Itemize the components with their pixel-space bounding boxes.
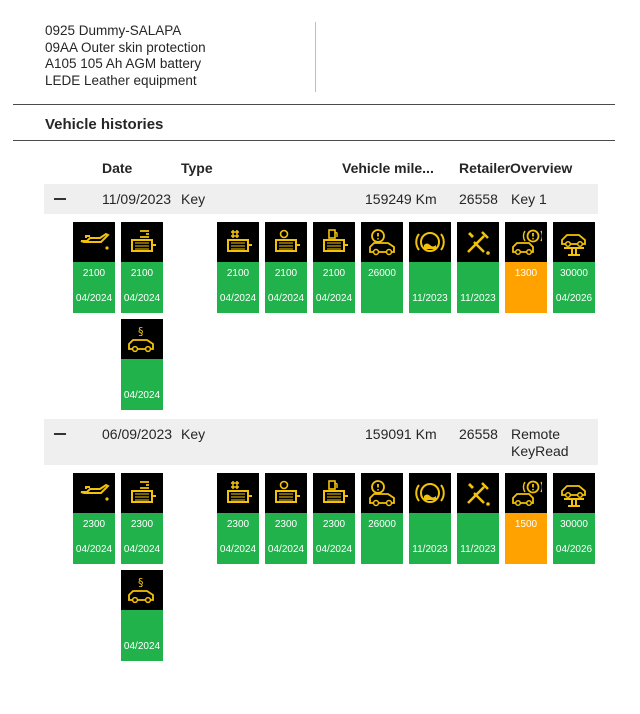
service-tile-icon-area: [217, 222, 259, 262]
service-tile-icon-area: [505, 473, 547, 513]
history-type: Key: [181, 191, 206, 207]
history-type: Key: [181, 426, 206, 442]
history-row[interactable]: [44, 184, 598, 214]
service-tile-status: [505, 262, 547, 313]
service-tile-date: 04/2024: [219, 293, 257, 304]
car-brake-rear-icon: [510, 477, 542, 509]
service-tile[interactable]: [553, 222, 595, 313]
history-overview: Remote: [511, 426, 561, 442]
service-tile-status: [121, 610, 163, 661]
section-title: Vehicle histories: [45, 116, 164, 133]
service-tile-icon-area: [121, 473, 163, 513]
service-tile-icon-area: [409, 222, 451, 262]
service-tile[interactable]: [361, 473, 403, 564]
service-tile-value: 2300: [322, 519, 346, 530]
service-tile[interactable]: [457, 222, 499, 313]
collapse-icon[interactable]: [54, 433, 66, 435]
service-tile-date: 04/2024: [267, 293, 305, 304]
service-tile[interactable]: [121, 222, 163, 313]
history-date: 11/09/2023: [102, 191, 172, 207]
service-tile-status: [361, 262, 403, 313]
service-tile-date: 04/2024: [123, 390, 161, 401]
service-tile-value: 2300: [130, 519, 154, 530]
equipment-item: LEDE Leather equipment: [45, 72, 197, 88]
history-overview: Key 1: [511, 191, 547, 207]
service-tile-date: 04/2024: [123, 544, 161, 555]
car-lift-icon: [558, 226, 590, 258]
fuel-filter-icon: [318, 226, 350, 258]
service-tile[interactable]: [409, 473, 451, 564]
column-header-type[interactable]: Type: [181, 160, 213, 176]
service-tile-value: 1500: [514, 519, 538, 530]
filter-cycle-icon: [270, 226, 302, 258]
car-legal-inspection-icon: [126, 574, 158, 606]
fuel-filter-icon: [318, 477, 350, 509]
service-tile-value: 2100: [82, 268, 106, 279]
service-tile-value: 30000: [560, 268, 588, 279]
service-tile-date: 04/2024: [315, 544, 353, 555]
equipment-item: A105 105 Ah AGM battery: [45, 56, 202, 71]
service-tile-date: 04/2024: [75, 544, 113, 555]
tools-icon: [462, 477, 494, 509]
column-header-overview[interactable]: Overview: [510, 160, 573, 176]
service-tile-date: 04/2024: [123, 293, 161, 304]
tools-icon: [462, 226, 494, 258]
history-retailer: 26558: [459, 426, 498, 442]
collapse-icon[interactable]: [54, 198, 66, 200]
history-retailer: 26558: [459, 191, 498, 207]
service-tile-date: 04/2024: [75, 293, 113, 304]
service-tile-icon-area: [265, 473, 307, 513]
service-tile-date: 04/2024: [315, 293, 353, 304]
service-tile[interactable]: [121, 473, 163, 564]
car-lift-icon: [558, 477, 590, 509]
service-tile-value: 2300: [226, 519, 250, 530]
service-tile[interactable]: [409, 222, 451, 313]
service-tile-status: [553, 513, 595, 564]
service-tile-date: 11/2023: [412, 293, 448, 304]
service-tile-date: 04/2024: [123, 641, 161, 652]
service-tile-status: [457, 262, 499, 313]
service-tile[interactable]: [73, 473, 115, 564]
service-tile-value: 26000: [368, 268, 396, 279]
service-tile-status: [409, 513, 451, 564]
filter-cycle-icon: [270, 477, 302, 509]
history-mileage: 159091 Km: [365, 426, 437, 442]
equipment-list: [45, 23, 206, 89]
service-tile-status: [121, 513, 163, 564]
service-tile-value: 2100: [130, 268, 154, 279]
section-divider-top: [13, 104, 615, 105]
service-tile-value: 2300: [82, 519, 106, 530]
service-tile[interactable]: [313, 222, 355, 313]
service-tile-status: [505, 513, 547, 564]
service-tile-status: [73, 513, 115, 564]
service-tile-date: 11/2023: [460, 293, 496, 304]
car-legal-inspection-icon: [126, 323, 158, 355]
history-mileage: 159249 Km: [365, 191, 437, 207]
service-tile-icon-area: [553, 473, 595, 513]
service-tile-date: 04/2024: [267, 544, 305, 555]
oil-can-icon: [78, 226, 110, 258]
service-tile-status: [409, 262, 451, 313]
service-tile-icon-area: [217, 473, 259, 513]
svg-text:§: §: [138, 325, 144, 338]
service-tile-status: [217, 513, 259, 564]
service-tile[interactable]: [121, 570, 163, 661]
service-tile-icon-area: [265, 222, 307, 262]
service-tile-status: [121, 262, 163, 313]
service-tile-date: 04/2024: [219, 544, 257, 555]
brake-fluid-icon: [414, 226, 446, 258]
service-tile[interactable]: [217, 473, 259, 564]
column-header-date[interactable]: Date: [102, 160, 133, 176]
service-tile-date: 04/2026: [555, 293, 593, 304]
service-tile[interactable]: [121, 319, 163, 410]
service-tile-date: 11/2023: [412, 544, 448, 555]
history-row[interactable]: [44, 419, 598, 465]
service-tile-status: [217, 262, 259, 313]
section-divider-bottom: [13, 140, 615, 141]
service-tile-icon-area: [121, 570, 163, 610]
service-tile-icon-area: [361, 473, 403, 513]
service-tile-icon-area: [121, 319, 163, 359]
service-tile-value: 30000: [560, 519, 588, 530]
service-tile-icon-area: [505, 222, 547, 262]
service-tile-value: 2100: [274, 268, 298, 279]
history-overview-line2: KeyRead: [511, 443, 569, 459]
service-tile[interactable]: [265, 222, 307, 313]
service-tile-icon-area: [457, 473, 499, 513]
filter-hash-icon: [222, 477, 254, 509]
vertical-divider: [315, 22, 316, 92]
brake-fluid-icon: [414, 477, 446, 509]
car-brake-rear-icon: [510, 226, 542, 258]
car-brake-warning-icon: [366, 477, 398, 509]
service-tile-status: [265, 513, 307, 564]
car-brake-warning-icon: [366, 226, 398, 258]
filter-hash-icon: [222, 226, 254, 258]
service-tile-icon-area: [313, 473, 355, 513]
service-tile-icon-area: [553, 222, 595, 262]
history-date: 06/09/2023: [102, 426, 173, 442]
oil-can-icon: [78, 477, 110, 509]
equipment-item: 0925 Dummy-SALAPA: [45, 23, 182, 38]
column-header-retailer[interactable]: Retailer: [459, 160, 511, 176]
service-tile-status: [313, 262, 355, 313]
equipment-item: 09AA Outer skin protection: [45, 39, 206, 55]
engine-filter-icon: [126, 226, 158, 258]
service-tile[interactable]: [217, 222, 259, 313]
service-tile[interactable]: [73, 222, 115, 313]
service-tile-value: 26000: [368, 519, 396, 530]
service-tile-status: [121, 359, 163, 410]
service-tile-date: 04/2026: [555, 544, 593, 555]
service-tile-icon-area: [73, 222, 115, 262]
service-tile-status: [265, 262, 307, 313]
service-tile[interactable]: [265, 473, 307, 564]
service-tile-value: 1300: [514, 268, 538, 279]
service-tile[interactable]: [553, 473, 595, 564]
service-tile-status: [553, 262, 595, 313]
service-tile-status: [361, 513, 403, 564]
service-tile-icon-area: [73, 473, 115, 513]
service-tile[interactable]: [505, 473, 547, 564]
service-tile[interactable]: [457, 473, 499, 564]
column-header-mileage[interactable]: Vehicle mile...: [342, 160, 434, 176]
service-tile-value: 2300: [274, 519, 298, 530]
service-tile-icon-area: [121, 222, 163, 262]
service-tile-status: [313, 513, 355, 564]
service-tile[interactable]: [505, 222, 547, 313]
service-tile-icon-area: [361, 222, 403, 262]
service-tile-date: 11/2023: [460, 544, 496, 555]
service-tile-icon-area: [409, 473, 451, 513]
service-tile-status: [457, 513, 499, 564]
service-tile-value: 2100: [322, 268, 346, 279]
svg-text:§: §: [138, 576, 144, 589]
engine-filter-icon: [126, 477, 158, 509]
service-tile-status: [73, 262, 115, 313]
service-tile-icon-area: [457, 222, 499, 262]
service-tile[interactable]: [361, 222, 403, 313]
service-tile-value: 2100: [226, 268, 250, 279]
service-tile[interactable]: [313, 473, 355, 564]
service-tile-icon-area: [313, 222, 355, 262]
